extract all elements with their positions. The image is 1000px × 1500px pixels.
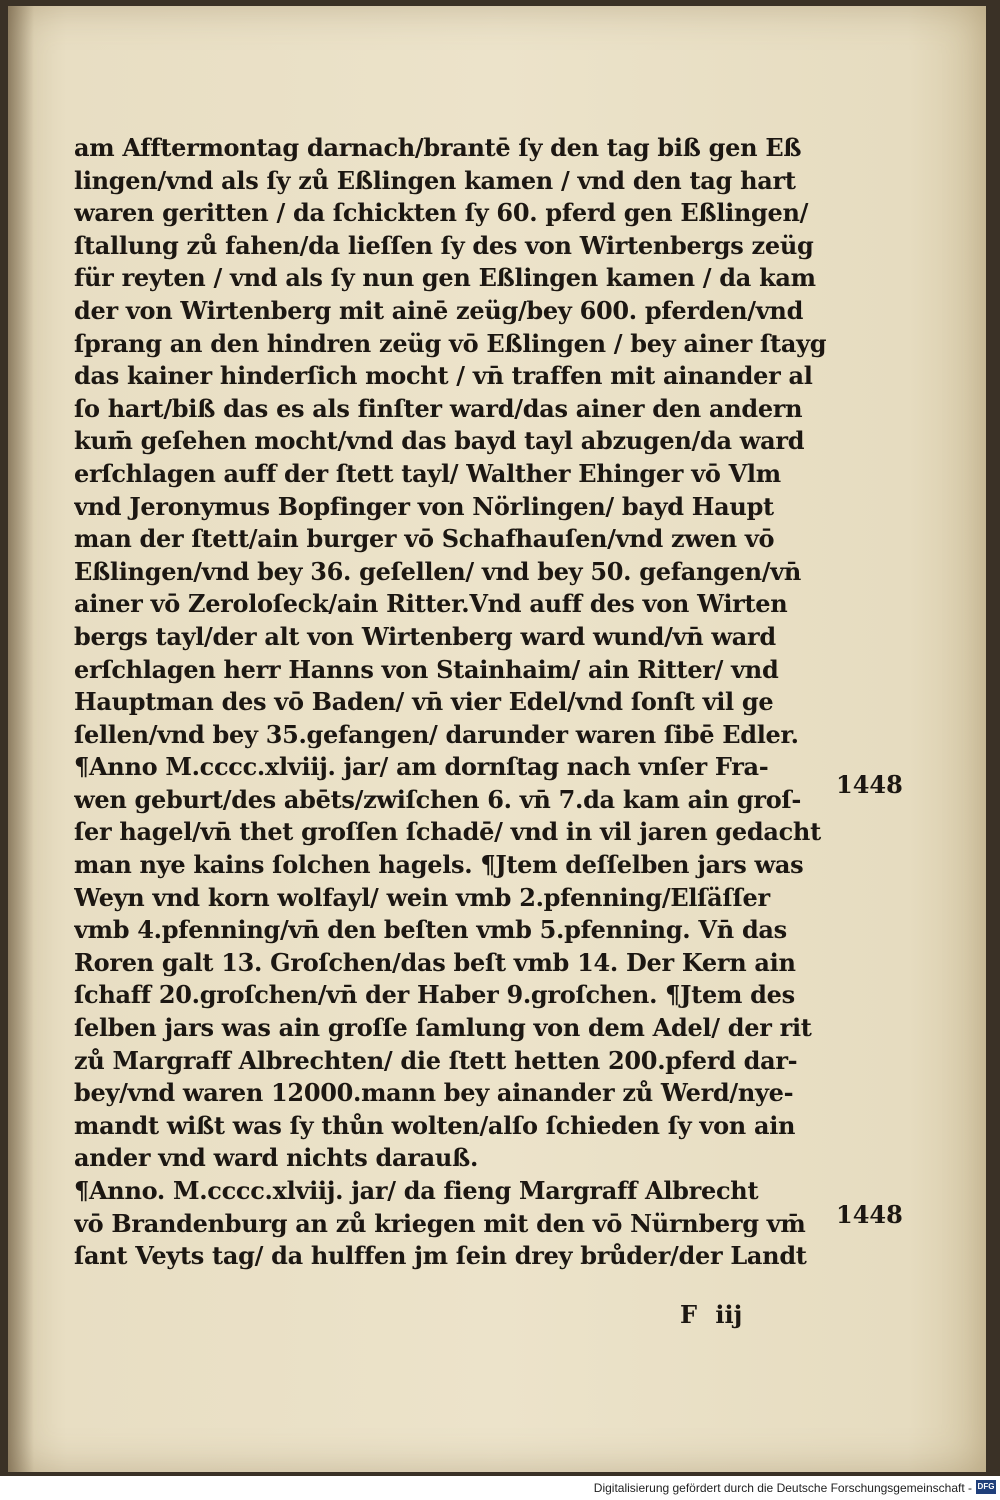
text-line: mandt wißt was ſy thůn wolten/alſo ſchieden ſy von ain — [74, 1110, 796, 1140]
text-line: am Afftermontag darnach/brantē ſy den tag biß gen Eß — [74, 133, 802, 162]
text-line: ¶Anno M.cccc.xlviij. jar/ am dornſtag nach vnſer Fra- — [74, 752, 769, 782]
text-line: der von Wirtenberg mit ainē zeüg/bey 600. pferden/vnd — [74, 295, 804, 325]
text-line: zů Margraff Albrechten/ die ſtett hetten 200.pferd dar- — [74, 1045, 798, 1075]
text-line: ſellen/vnd bey 35.gefangen/ darunder waren ſibē Edler. — [74, 719, 799, 749]
text-line: ſelben jars was ain groſſe ſamlung von dem Adel/ der rit — [74, 1013, 812, 1043]
book-page — [8, 6, 986, 1472]
text-line: ainer vō Zeroloſeck/ain Ritter.Vnd auff des von Wirten — [74, 589, 788, 619]
text-line: ſer hagel/vn̄ thet groſſen ſchadē/ vnd in vil jaren gedacht — [74, 817, 821, 847]
main-text-block — [74, 132, 844, 1273]
text-line: waren geritten / da ſchickten ſy 60. pferd gen Eßlingen/ — [74, 198, 809, 228]
text-line: erſchlagen auff der ſtett tayl/ Walther Ehinger vō Vlm — [74, 458, 781, 488]
text-line: ſprang an den hindren zeüg vō Eßlingen / bey ainer ſtayg — [74, 328, 827, 358]
text-line: lingen/vnd als ſy zů Eßlingen kamen / vnd den tag hart — [74, 165, 796, 195]
text-line: vnd Jeronymus Bopfinger von Nörlingen/ bayd Haupt — [74, 491, 774, 521]
text-line: erſchlagen herr Hanns von Stainhaim/ ain Ritter/ vnd — [74, 654, 779, 684]
text-line: ſo hart/biß das es als finſter ward/das ainer den andern — [74, 393, 803, 423]
page-gutter-shadow — [8, 6, 34, 1472]
text-line: kum̄ geſehen mocht/vnd das bayd tayl abzugen/da ward — [74, 426, 805, 456]
text-line: für reyten / vnd als ſy nun gen Eßlingen kamen / da kam — [74, 263, 816, 293]
text-line: man nye kains ſolchen hagels. ¶Jtem deſſelben jars was — [74, 850, 804, 880]
text-line: man der ſtett/ain burger vō Schafhauſen/vnd zwen vō — [74, 524, 775, 554]
text-line: ſtallung zů fahen/da lieſſen ſy des von Wirtenbergs zeüg — [74, 230, 814, 260]
text-line: Hauptman des vō Baden/ vn̄ vier Edel/vnd ſonſt vil ge — [74, 687, 774, 717]
text-line: vmb 4.pfenning/vn̄ den beſten vmb 5.pfenning. Vn̄ das — [74, 915, 787, 945]
digitization-footer — [0, 1476, 1000, 1500]
text-line: Roren galt 13. Groſchen/das beſt vmb 14. Der Kern ain — [74, 947, 796, 977]
text-line: Eßlingen/vnd bey 36. geſellen/ vnd bey 50. gefangen/vn̄ — [74, 556, 802, 586]
text-line: ſchaff 20.groſchen/vn̄ der Haber 9.groſchen. ¶Jtem des — [74, 980, 795, 1010]
signature-mark: F iij — [680, 1300, 743, 1329]
text-line: wen geburt/des abēts/zwiſchen 6. vn̄ 7.da kam ain groſ- — [74, 784, 802, 814]
funding-notice: Digitalisierung gefördert durch die Deutsche Forschungsgemeinschaft - — [593, 1481, 972, 1495]
text-line: bergs tayl/der alt von Wirtenberg ward wund/vn̄ ward — [74, 621, 776, 651]
text-line: vō Brandenburg an zů kriegen mit den vō Nürnberg vm̄ — [74, 1208, 806, 1238]
text-line: ſant Veyts tag/ da hulffen jm ſein drey brůder/der Landt — [74, 1241, 807, 1271]
dfg-logo: DFG — [976, 1480, 996, 1494]
text-line: bey/vnd waren 12000.mann bey ainander zů Werd/nye- — [74, 1078, 794, 1108]
text-line: ¶Anno. M.cccc.xlviij. jar/ da fieng Margraff Albrecht — [74, 1176, 759, 1205]
text-line: Weyn vnd korn wolfayl/ wein vmb 2.pfenning/Elſäſſer — [74, 882, 770, 912]
margin-year-note: 1448 — [836, 770, 903, 799]
text-line: das kainer hinderſich mocht / vn̄ traffen mit ainander al — [74, 361, 813, 391]
text-line: ander vnd ward nichts darauß. — [74, 1143, 479, 1173]
margin-year-note: 1448 — [836, 1200, 903, 1229]
